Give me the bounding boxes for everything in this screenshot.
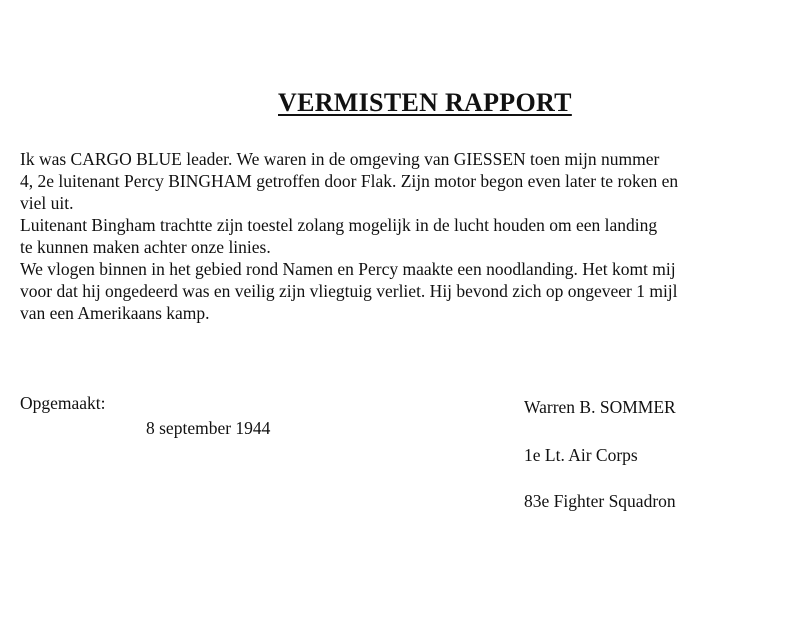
report-title: VERMISTEN RAPPORT: [278, 88, 572, 117]
report-body-line: 4, 2e luitenant Percy BINGHAM getroffen door Flak. Zijn motor begon even later te roken en: [20, 171, 679, 191]
report-body-line: voor dat hij ongedeerd was en veilig zijn vliegtuig verliet. Hij bevond zich op ongeveer 1 mijl: [20, 281, 678, 301]
report-body-line: Ik was CARGO BLUE leader. We waren in de omgeving van GIESSEN toen mijn nummer: [20, 149, 660, 169]
made-label: Opgemaakt:: [20, 393, 106, 413]
report-body-line: viel uit.: [20, 193, 74, 213]
report-body: [20, 148, 800, 324]
report-date: 8 september 1944: [146, 418, 271, 438]
signer-rank: 1e Lt. Air Corps: [524, 445, 638, 465]
report-body-line: te kunnen maken achter onze linies.: [20, 237, 271, 257]
signer-unit: 83e Fighter Squadron: [524, 491, 676, 511]
report-body-line: van een Amerikaans kamp.: [20, 303, 210, 323]
report-body-line: We vlogen binnen in het gebied rond Namen en Percy maakte een noodlanding. Het komt mij: [20, 259, 676, 279]
report-body-line: Luitenant Bingham trachtte zijn toestel zolang mogelijk in de lucht houden om een landing: [20, 215, 658, 235]
signer-name: Warren B. SOMMER: [524, 397, 676, 417]
